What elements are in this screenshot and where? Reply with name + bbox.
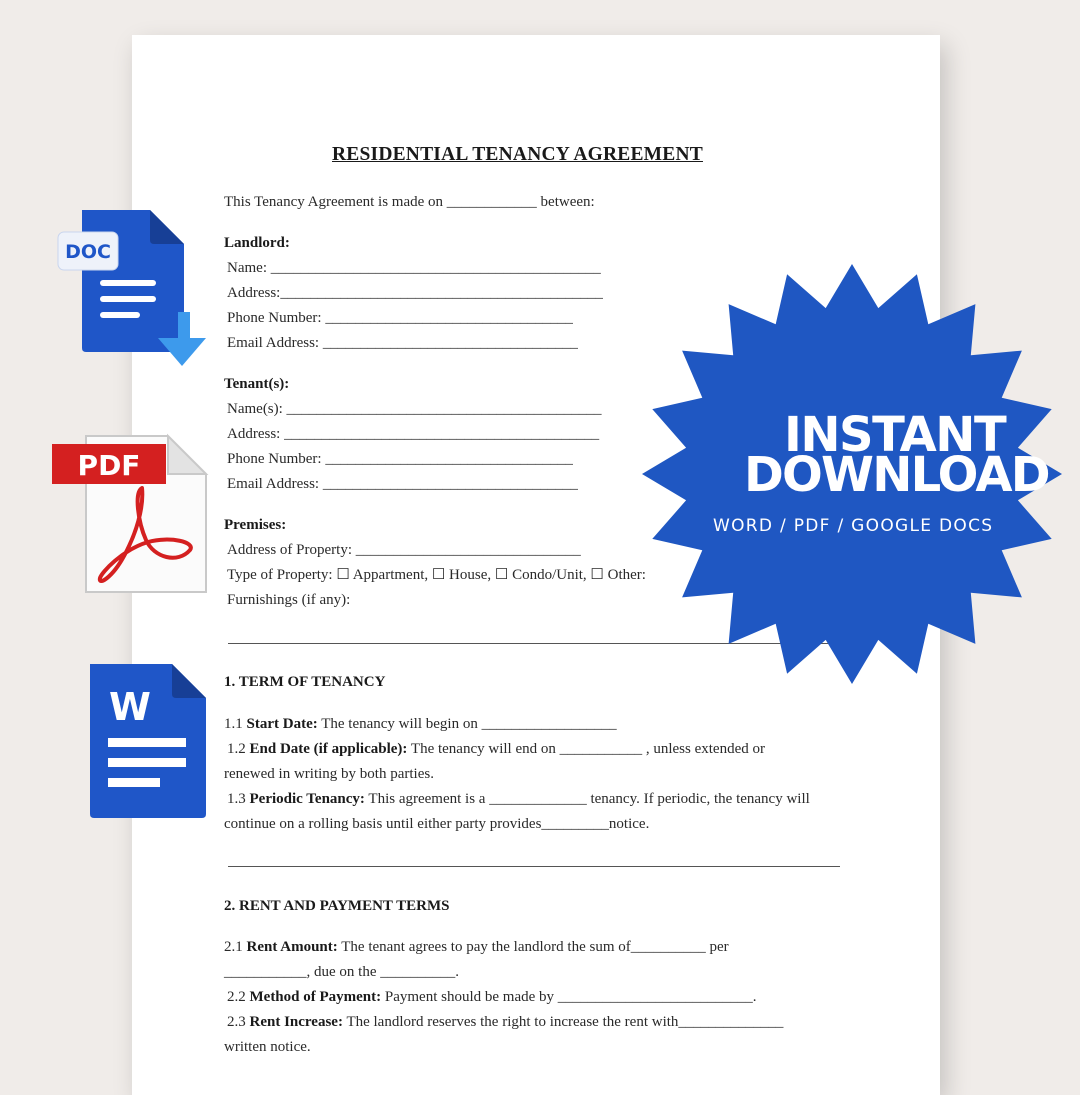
clause-number: 1.3 bbox=[227, 791, 246, 807]
clause-label: Method of Payment: bbox=[249, 989, 382, 1005]
doc-file-icon bbox=[54, 208, 208, 370]
landlord-name-field: Name: ____________________________________________ bbox=[227, 260, 601, 276]
section-2-heading: 2. RENT AND PAYMENT TERMS bbox=[224, 898, 450, 914]
clause-1-2-continued: renewed in writing by both parties. bbox=[224, 766, 434, 782]
pdf-file-icon bbox=[50, 432, 212, 598]
pdf-icon-label: PDF bbox=[77, 449, 141, 482]
property-type-field: Type of Property: ☐ Appartment, ☐ House, ☐ Condo/Unit, ☐ Other: bbox=[227, 567, 646, 583]
tenants-heading: Tenant(s): bbox=[224, 376, 290, 392]
clause-number: 2.3 bbox=[227, 1014, 246, 1030]
clause-label: Start Date: bbox=[246, 716, 318, 732]
clause-text: The tenancy will end on ___________ , unless extended or bbox=[410, 741, 765, 757]
clause-label: Rent Increase: bbox=[249, 1014, 343, 1030]
clause-label: End Date (if applicable): bbox=[249, 741, 408, 757]
clause-text: This agreement is a _____________ tenancy. If periodic, the tenancy will bbox=[368, 791, 810, 807]
clause-number: 2.2 bbox=[227, 989, 246, 1005]
clause-number: 2.1 bbox=[224, 939, 243, 955]
doc-icon-label: DOC bbox=[65, 241, 111, 263]
landlord-heading: Landlord: bbox=[224, 235, 290, 251]
badge-download-text: DOWNLOAD bbox=[744, 447, 1049, 503]
intro-text: This Tenancy Agreement is made on ____________ between: bbox=[224, 194, 595, 210]
tenant-name-field: Name(s): __________________________________________ bbox=[227, 401, 602, 417]
tenant-email-field: Email Address: __________________________________ bbox=[227, 476, 578, 492]
badge-instant-text: INSTANT bbox=[784, 407, 1006, 463]
clause-label: Rent Amount: bbox=[246, 939, 338, 955]
clause-1-3-continued: continue on a rolling basis until either party provides_________notice. bbox=[224, 816, 650, 832]
word-file-icon bbox=[88, 662, 208, 820]
clause-2-3 bbox=[227, 1013, 783, 1031]
clause-text: Payment should be made by __________________________. bbox=[384, 989, 757, 1005]
clause-label: Periodic Tenancy: bbox=[249, 791, 365, 807]
property-address-field: Address of Property: ______________________________ bbox=[227, 542, 581, 558]
clause-2-3-continued: written notice. bbox=[224, 1039, 311, 1055]
tenant-address-field: Address: __________________________________________ bbox=[227, 426, 600, 442]
clause-1-2 bbox=[227, 740, 765, 758]
word-icon-label: W bbox=[109, 685, 151, 729]
document-title: RESIDENTIAL TENANCY AGREEMENT bbox=[332, 144, 703, 165]
clause-text: The landlord reserves the right to increase the rent with______________ bbox=[346, 1014, 784, 1030]
clause-2-1 bbox=[224, 938, 729, 956]
clause-number: 1.2 bbox=[227, 741, 246, 757]
section-1-heading: 1. TERM OF TENANCY bbox=[224, 674, 386, 690]
badge-formats-text: WORD / PDF / GOOGLE DOCS bbox=[713, 516, 994, 536]
furnishings-field: Furnishings (if any): bbox=[227, 592, 351, 608]
clause-number: 1.1 bbox=[224, 716, 243, 732]
landlord-email-field: Email Address: __________________________________ bbox=[227, 335, 578, 351]
tenant-phone-field: Phone Number: _________________________________ bbox=[227, 451, 573, 467]
landlord-phone-field: Phone Number: _________________________________ bbox=[227, 310, 573, 326]
clause-1-1 bbox=[224, 715, 617, 733]
clause-2-2 bbox=[227, 988, 757, 1006]
landlord-address-field: Address:___________________________________________ bbox=[227, 285, 603, 301]
premises-heading: Premises: bbox=[224, 517, 287, 533]
clause-2-1-continued: ___________, due on the __________. bbox=[224, 964, 459, 980]
clause-text: The tenancy will begin on __________________ bbox=[321, 716, 617, 732]
clause-text: The tenant agrees to pay the landlord the sum of__________ per bbox=[341, 939, 729, 955]
divider-line bbox=[228, 866, 840, 867]
clause-1-3 bbox=[227, 790, 810, 808]
